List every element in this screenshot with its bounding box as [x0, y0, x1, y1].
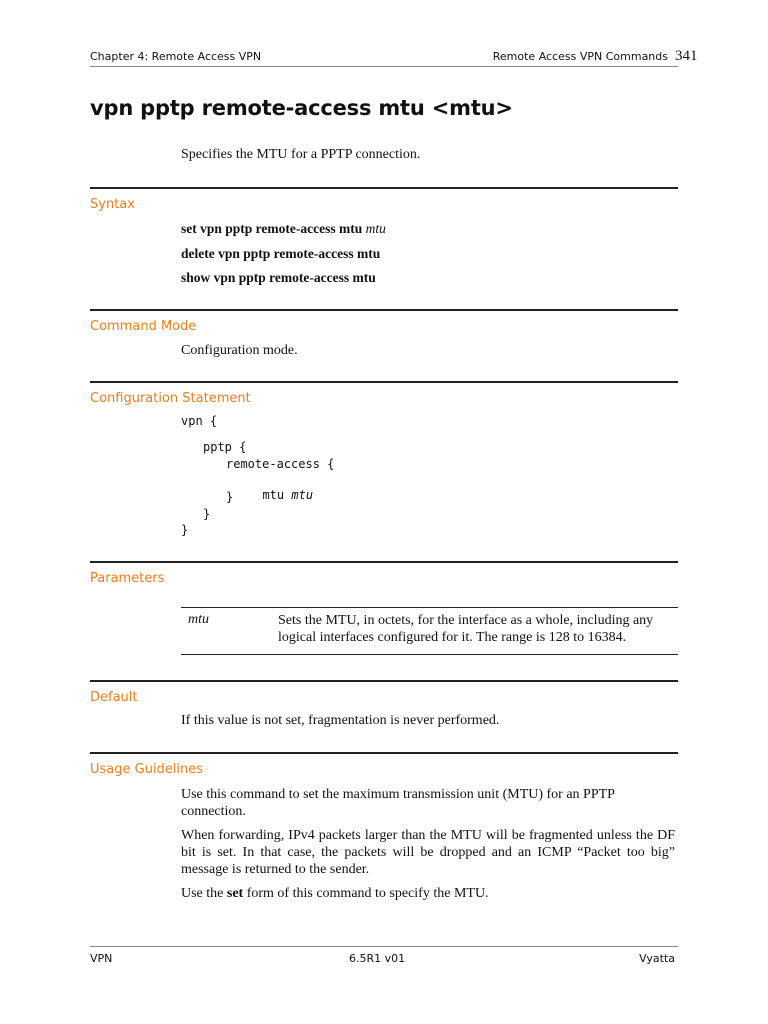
syntax-set-argument: mtu [365, 221, 386, 236]
parameter-name: mtu [188, 612, 209, 627]
command-mode-text: Configuration mode. [181, 343, 298, 358]
footer-left: VPN [90, 952, 113, 965]
usage-paragraph-2: When forwarding, IPv4 packets larger than the MTU will be fragmented unless the DF bit is set. In that case, the packets will be dropped and an ICMP “Packet too big” message is returned to the sender. [181, 828, 675, 877]
section-divider [90, 561, 678, 563]
syntax-show-line: show vpn pptp remote-access mtu [181, 270, 376, 285]
config-close-brace: } [181, 523, 189, 537]
usage-p3-set-keyword: set [226, 886, 244, 901]
section-divider [90, 381, 678, 383]
header-divider [90, 66, 678, 67]
config-line-pptp: pptp { [203, 440, 247, 454]
usage-p3-prefix: Use the [181, 886, 224, 901]
parameter-description: Sets the MTU, in octets, for the interface as a whole, including any logical interfaces configured for it. The range is 128 to 16384. [278, 613, 654, 645]
usage-p3-suffix: form of this command to specify the MTU. [246, 886, 489, 901]
usage-paragraph-3 [181, 885, 675, 902]
parameters-table [181, 607, 678, 655]
syntax-set-command: set vpn pptp remote-access mtu [181, 221, 363, 236]
section-heading-parameters: Parameters [90, 571, 165, 586]
config-close-brace: } [226, 490, 234, 504]
syntax-delete-line: delete vpn pptp remote-access mtu [181, 246, 381, 261]
page-title: vpn pptp remote-access mtu <mtu> [90, 96, 513, 120]
config-line-vpn: vpn { [181, 414, 218, 428]
section-divider [90, 187, 678, 189]
default-text: If this value is not set, fragmentation is never performed. [181, 713, 500, 728]
footer-divider [90, 946, 678, 947]
config-line-mtu [248, 474, 313, 502]
section-divider [90, 752, 678, 754]
section-divider [90, 309, 678, 311]
section-heading-command-mode: Command Mode [90, 319, 197, 334]
footer-version: 6.5R1 v01 [349, 952, 406, 965]
running-header-section: Remote Access VPN Commands [492, 50, 668, 63]
running-header-chapter: Chapter 4: Remote Access VPN [90, 50, 262, 63]
config-mtu-argument: mtu [291, 488, 314, 502]
page-number: 341 [675, 48, 698, 64]
section-divider [90, 680, 678, 682]
usage-paragraph-1: Use this command to set the maximum transmission unit (MTU) for an PPTP connection. [181, 787, 615, 819]
intro-text: Specifies the MTU for a PPTP connection. [181, 147, 421, 162]
config-mtu-keyword: mtu [262, 488, 285, 502]
config-close-brace: } [203, 507, 211, 521]
section-heading-default: Default [90, 690, 138, 705]
footer-right: Vyatta [639, 952, 675, 965]
section-heading-syntax: Syntax [90, 197, 135, 212]
config-line-remote-access: remote-access { [226, 457, 335, 471]
section-heading-configuration-statement: Configuration Statement [90, 391, 251, 406]
section-heading-usage-guidelines: Usage Guidelines [90, 762, 204, 777]
syntax-set-line [181, 221, 386, 237]
